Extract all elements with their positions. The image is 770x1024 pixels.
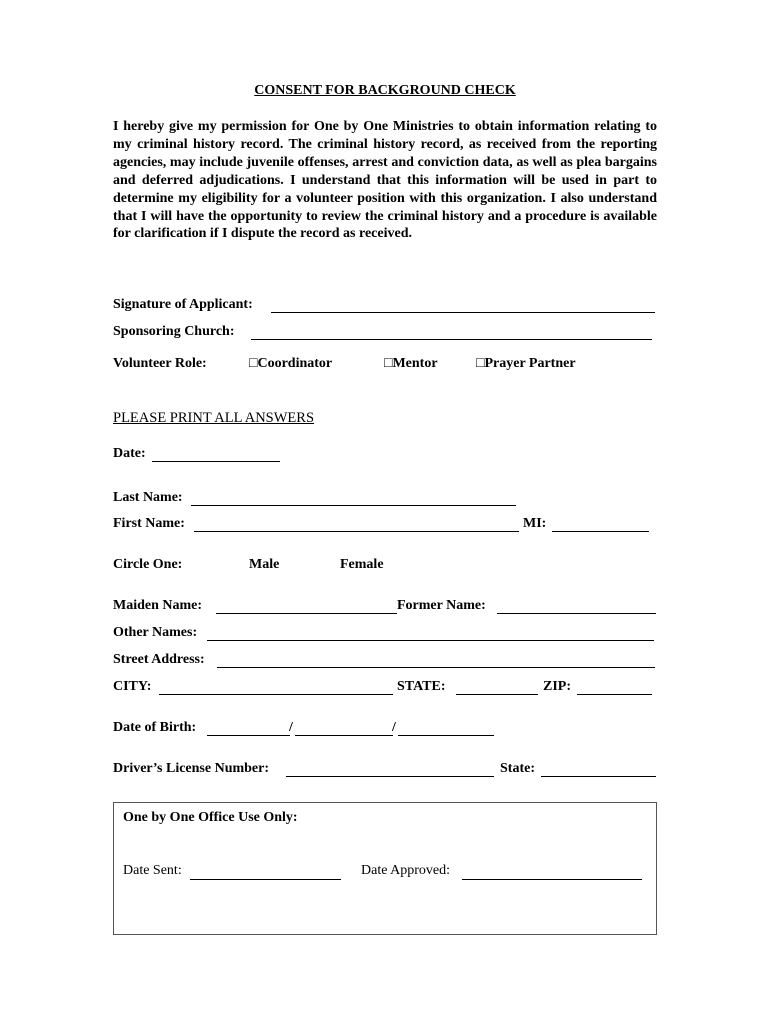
page-title: CONSENT FOR BACKGROUND CHECK	[254, 83, 516, 98]
date-sent-label: Date Sent:	[123, 863, 182, 878]
circle-one-label: Circle One:	[113, 557, 183, 572]
dob-day-field[interactable]	[295, 734, 393, 736]
city-label: CITY:	[113, 679, 152, 694]
last-name-label: Last Name:	[113, 490, 183, 505]
dob-slash-2: /	[392, 720, 396, 735]
dob-slash-1: /	[289, 720, 293, 735]
first-name-field[interactable]	[194, 530, 519, 532]
checkbox-icon[interactable]: □	[249, 356, 258, 371]
license-number-field[interactable]	[286, 775, 494, 777]
church-label: Sponsoring Church:	[113, 324, 235, 339]
dob-year-field[interactable]	[398, 734, 494, 736]
role-option-coordinator[interactable]	[249, 356, 332, 372]
former-name-field[interactable]	[497, 612, 656, 614]
former-name-label: Former Name:	[397, 598, 486, 613]
date-label: Date:	[113, 446, 146, 461]
other-names-label: Other Names:	[113, 625, 198, 640]
maiden-name-label: Maiden Name:	[113, 598, 203, 613]
role-label: Volunteer Role:	[113, 356, 207, 371]
other-names-field[interactable]	[207, 639, 654, 641]
maiden-name-field[interactable]	[216, 612, 397, 614]
consent-paragraph: I hereby give my permission for One by One Ministries to obtain information relating to my criminal history record. The criminal history record, as received from the reporting agencies, may include juvenile offenses, arrest and conviction data, as well as plea bargains and deferred adjudications. I understand that this information will be used in part to determine my eligibility for a volunteer position with this organization. I also understand that I will have the opportunity to review the criminal history and a procedure is available for clarification if I dispute the record as received.	[113, 119, 657, 242]
office-use-box	[113, 802, 657, 935]
print-notice: PLEASE PRINT ALL ANSWERS	[113, 410, 315, 426]
church-field[interactable]	[251, 338, 652, 340]
street-address-field[interactable]	[217, 666, 655, 668]
zip-field[interactable]	[577, 693, 652, 695]
gender-female[interactable]: Female	[340, 557, 384, 572]
dob-month-field[interactable]	[207, 734, 290, 736]
role-prayer-partner-label: Prayer Partner	[484, 356, 576, 371]
city-field[interactable]	[159, 693, 393, 695]
first-name-label: First Name:	[113, 516, 185, 531]
role-option-prayer-partner[interactable]	[476, 356, 576, 372]
checkbox-icon[interactable]: □	[476, 356, 485, 371]
dob-label: Date of Birth:	[113, 720, 197, 735]
role-coordinator-label: Coordinator	[257, 356, 333, 371]
license-state-field[interactable]	[541, 775, 656, 777]
date-sent-field[interactable]	[190, 878, 341, 880]
role-mentor-label: Mentor	[392, 356, 438, 371]
license-label: Driver’s License Number:	[113, 761, 270, 776]
license-state-label: State:	[500, 761, 535, 776]
role-option-mentor[interactable]	[384, 356, 438, 372]
state-field[interactable]	[456, 693, 538, 695]
signature-field[interactable]	[271, 311, 655, 313]
checkbox-icon[interactable]: □	[384, 356, 393, 371]
date-field[interactable]	[152, 460, 280, 462]
state-label: STATE:	[397, 679, 446, 694]
gender-male[interactable]: Male	[249, 557, 280, 572]
street-address-label: Street Address:	[113, 652, 205, 667]
date-approved-label: Date Approved:	[361, 863, 451, 878]
mi-label: MI:	[523, 516, 547, 531]
last-name-field[interactable]	[191, 504, 516, 506]
zip-label: ZIP:	[543, 679, 571, 694]
signature-label: Signature of Applicant:	[113, 297, 253, 312]
mi-field[interactable]	[552, 530, 649, 532]
date-approved-field[interactable]	[462, 878, 642, 880]
office-use-title: One by One Office Use Only:	[123, 810, 298, 825]
